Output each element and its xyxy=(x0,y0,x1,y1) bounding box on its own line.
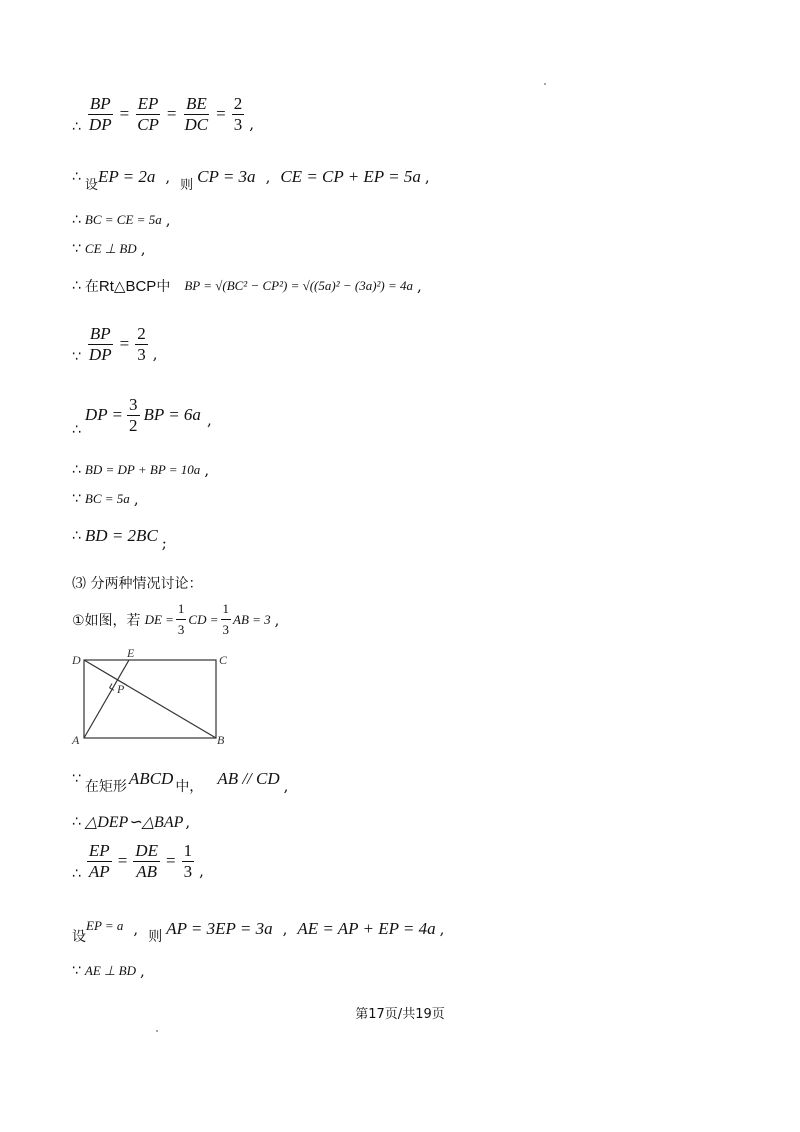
frac-num: BE xyxy=(185,93,207,113)
page-footer: 第17页/共19页 xyxy=(355,1007,445,1022)
label-c: C xyxy=(219,653,228,667)
pythag-line: ∴ 在 Rt△BCP 中 BP = √(BC² − CP²) = √((5a)² − (3a)²) = 4a , xyxy=(72,277,422,295)
ratio-line-3: ∴ $\frac{EP}{AP}$ = $\frac{DE}{AB}$ = $\frac{1}{3}$ , xyxy=(72,840,204,882)
rect-line: ∵ 在矩形 ABCD 中， AB // CD , xyxy=(72,769,289,795)
bc-line: ∴ BC = CE = 5a , xyxy=(72,211,171,229)
section-heading xyxy=(72,573,202,593)
frac-num: 1 xyxy=(176,600,187,620)
perp-line-2: ∵ AE ⊥ BD , xyxy=(72,962,145,980)
bc-given-line: ∵ BC = 5a , xyxy=(72,490,139,508)
label-e: E xyxy=(127,648,135,660)
expr-cp: CP = 3a xyxy=(197,166,256,186)
set-label: 设 xyxy=(84,178,98,193)
frac-den: 3 xyxy=(183,861,193,881)
frac-num: 3 xyxy=(129,394,138,414)
expr-de: DE = xyxy=(144,611,174,627)
frac-num: BP xyxy=(89,323,111,343)
expr-bd-2bc: BD = 2BC xyxy=(84,526,158,545)
expr-cd: CD = xyxy=(188,611,219,627)
frac-den: 3 xyxy=(137,344,146,364)
label-d: D xyxy=(72,653,81,667)
frac-num: 1 xyxy=(183,840,193,860)
ratio-line-1: ∴ $\frac{BP}{DP}$ = $\frac{EP}{CP}$ = $\frac{BE}{DC}$ = $\frac{2}{3}$ , xyxy=(72,93,255,135)
expr-dp-lhs: DP = xyxy=(84,405,123,424)
bd-line: ∴ BD = DP + BP = 10a , xyxy=(72,461,210,479)
scan-speck xyxy=(544,83,546,85)
expr-bp: BP = √(BC² − CP²) = √((5a)² − (3a)²) = 4a xyxy=(184,278,414,293)
expr-similar: △DEP∽△BAP xyxy=(84,814,184,831)
frac-num: DE xyxy=(135,840,158,860)
frac-den: 2 xyxy=(129,415,138,435)
expr-perp: CE ⊥ BD xyxy=(84,241,137,256)
frac-den: DP xyxy=(88,114,112,134)
frac-den: AB xyxy=(136,861,158,881)
frac-num: 2 xyxy=(233,93,243,113)
frac-num: EP xyxy=(88,840,110,860)
frac-den: 3 xyxy=(177,622,185,637)
in-label: 在 xyxy=(84,279,99,295)
frac-num: BP xyxy=(89,93,111,113)
ratio-line-2: ∵ $\frac{BP}{DP}$ = $\frac{2}{3}$ , xyxy=(72,323,158,365)
label-b: B xyxy=(217,733,225,747)
expr-ce: CE = CP + EP = 5a xyxy=(280,166,421,186)
triangle-name: Rt△BCP xyxy=(98,278,157,295)
label-a: A xyxy=(72,733,80,747)
expr-bc: BC = CE = 5a xyxy=(84,212,162,227)
expr-bc-given: BC = 5a xyxy=(84,491,130,506)
frac-num: 1 xyxy=(221,600,232,620)
case-heading: ⑶ 分两种情况讨论： xyxy=(72,576,203,592)
set-line-1: ∴ 设 EP = 2a , 则 CP = 3a , CE = CP + EP = 5a , xyxy=(72,166,430,193)
rectangle-figure xyxy=(68,648,238,748)
set-label-2: 设 xyxy=(72,929,86,945)
then-label-2: 则 xyxy=(148,929,163,945)
expr-ae-perp: AE ⊥ BD xyxy=(84,963,136,978)
expr-ap: AP = 3EP = 3a xyxy=(166,919,273,938)
case1-prefix: ①如图，若 xyxy=(72,612,141,629)
dp-line: ∴ DP = $\frac{3}{2}$ BP = 6a , xyxy=(72,394,212,438)
expr-ep: EP = 2a xyxy=(97,166,156,186)
mid-rect-label: 中， xyxy=(175,779,204,795)
similar-line: ∴ △DEP∽△BAP , xyxy=(72,813,191,831)
label-p: P xyxy=(117,682,125,696)
scan-speck xyxy=(156,1030,158,1032)
frac-num: 2 xyxy=(137,323,146,343)
expr-bd: BD = DP + BP = 10a xyxy=(84,462,201,477)
frac-den: AP xyxy=(88,861,110,881)
frac-num: EP xyxy=(137,93,159,113)
set-line-2: 设 EP = a , 则 AP = 3EP = 3a , AE = AP + EP = 4a , xyxy=(72,918,445,945)
frac-den: DP xyxy=(88,344,112,364)
expr-ab: AB = 3 xyxy=(233,611,271,627)
in-rect-label: 在矩形 xyxy=(84,779,127,795)
conclusion-line: ∴ BD = 2BC ; xyxy=(72,526,167,552)
expr-dp-rhs: BP = 6a xyxy=(143,405,201,424)
then-label: 则 xyxy=(180,178,194,193)
frac-den: 3 xyxy=(222,622,230,637)
expr-ep-a: EP = a xyxy=(86,918,124,933)
case1-line: ①如图，若 DE = $\frac{1}{3}$ CD = $\frac{1}{3}$ AB = 3 , xyxy=(72,601,280,637)
mid-label: 中 xyxy=(156,279,171,295)
expr-parallel: AB // CD xyxy=(217,769,280,788)
frac-den: 3 xyxy=(233,114,243,134)
expr-ae: AE = AP + EP = 4a xyxy=(297,919,436,938)
frac-den: CP xyxy=(137,114,159,134)
frac-den: DC xyxy=(184,114,209,134)
perp-line-1: ∵ CE ⊥ BD , xyxy=(72,240,146,258)
rect-name: ABCD xyxy=(128,769,174,788)
diagonal-db xyxy=(84,660,216,738)
segment-ae xyxy=(84,660,129,738)
